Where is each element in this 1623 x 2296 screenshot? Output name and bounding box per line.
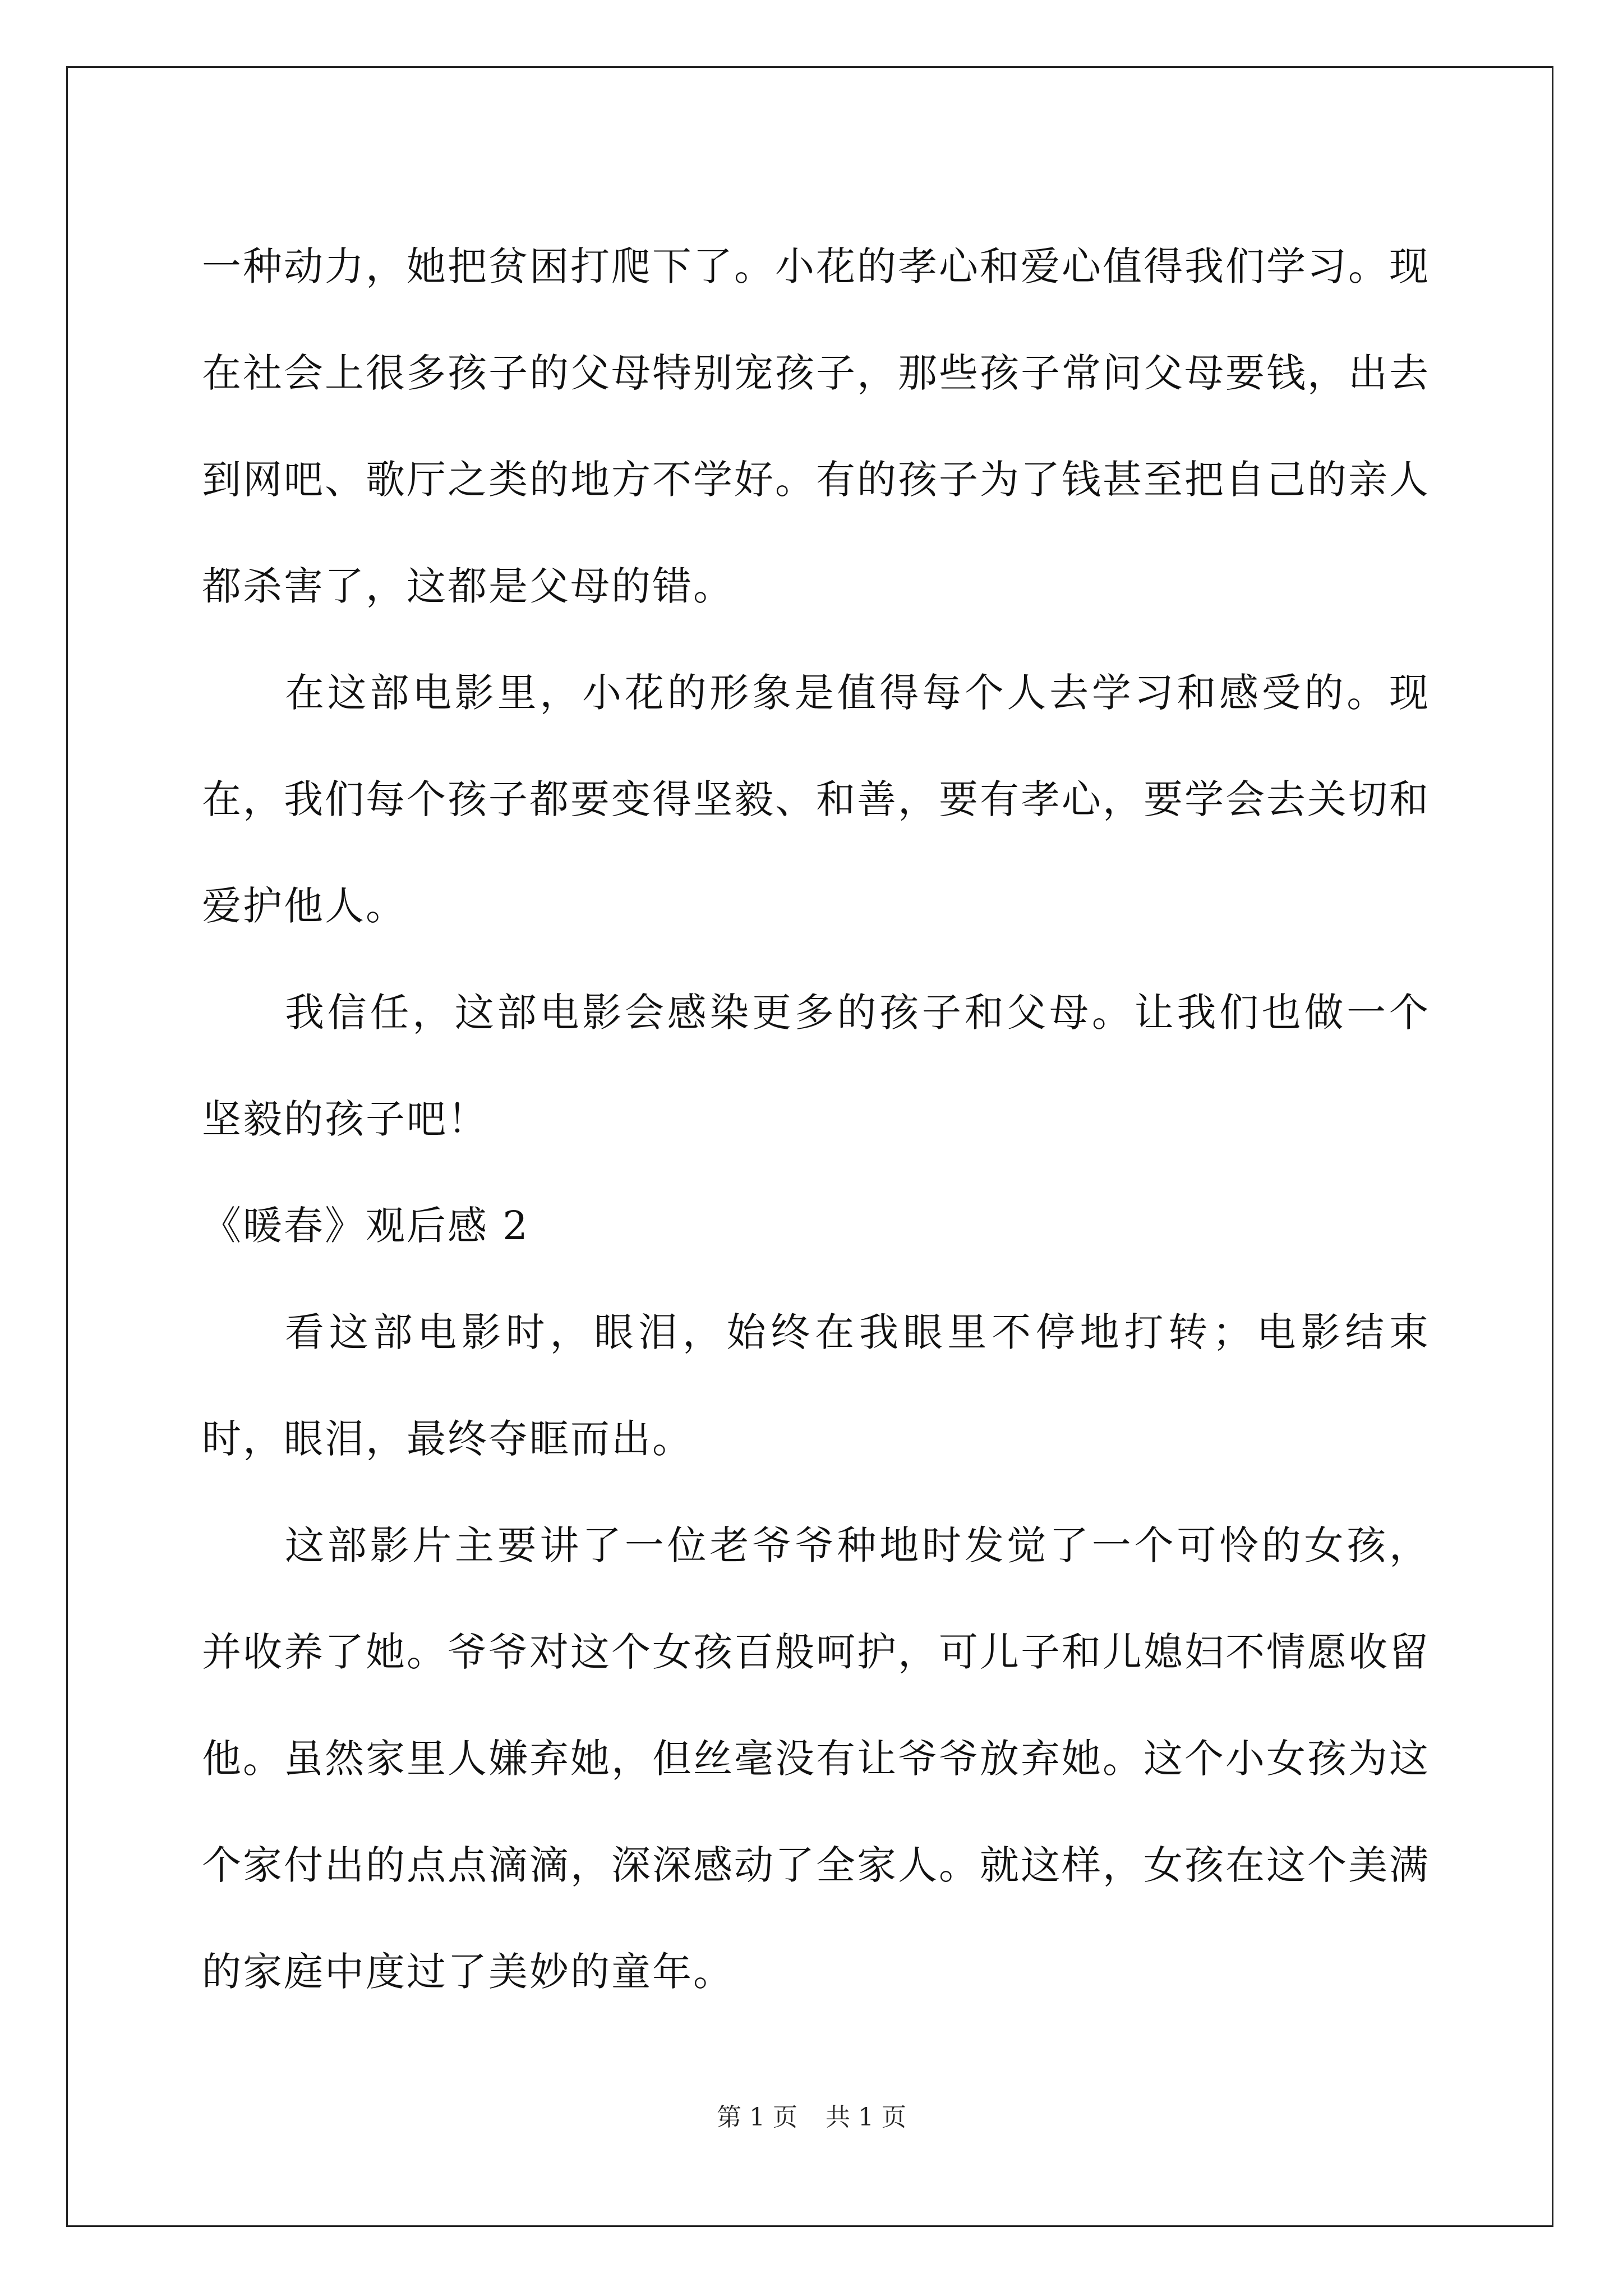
page-total: 共 1 页 bbox=[826, 2103, 906, 2132]
paragraph-5: 这部影片主要讲了一位老爷爷种地时发觉了一个可怜的女孩，并收养了她。爷爷对这个女孩百般呵护，可儿子和儿媳妇不情愿收留他。虽然家里人嫌弃她，但丝毫没有让爷爷放弃她。这个小女孩为这个家付出的点点滴滴，深深感动了全家人。就这样，女孩在这个美满的家庭中度过了美妙的童年。 bbox=[202, 1522, 1430, 1995]
page-footer bbox=[0, 2101, 1623, 2134]
page-number: 第 1 页 bbox=[717, 2103, 797, 2132]
document-body bbox=[202, 213, 1430, 2025]
paragraph-3: 我信任，这部电影会感染更多的孩子和父母。让我们也做一个坚毅的孩子吧！ bbox=[202, 990, 1430, 1142]
paragraph-4: 看这部电影时，眼泪，始终在我眼里不停地打转；电影结束时，眼泪，最终夺眶而出。 bbox=[202, 1309, 1430, 1462]
section-heading: 《暖春》观后感 2 bbox=[202, 1203, 529, 1249]
paragraph-1: 一种动力，她把贫困打爬下了。小花的孝心和爱心值得我们学习。现在社会上很多孩子的父母特别宠孩子，那些孩子常问父母要钱，出去到网吧、歌厅之类的地方不学好。有的孩子为了钱甚至把自己的亲人都杀害了，这都是父母的错。 bbox=[202, 243, 1430, 609]
paragraph-2: 在这部电影里，小花的形象是值得每个人去学习和感受的。现在，我们每个孩子都要变得坚毅、和善，要有孝心，要学会去关切和爱护他人。 bbox=[202, 670, 1430, 929]
